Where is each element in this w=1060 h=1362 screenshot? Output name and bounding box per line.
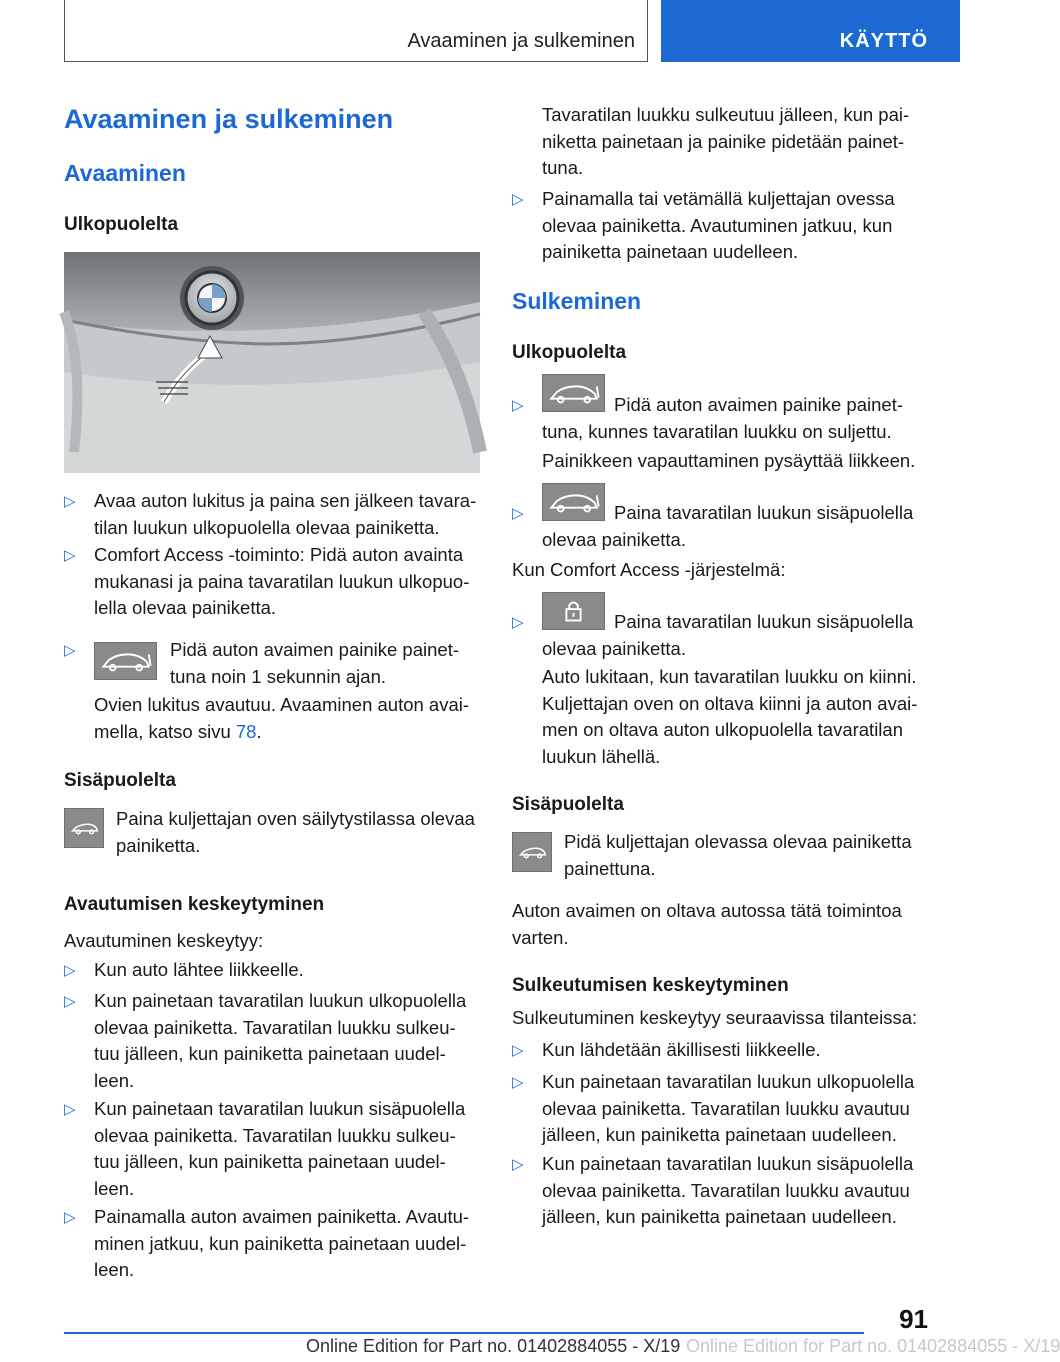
tailgate-illustration	[64, 252, 480, 473]
inner-button-instruction: Paina tavaratilan luukun sisäpuolella olevaa painiketta.	[542, 502, 914, 550]
inside-instruction: Paina kuljettajan oven säilytystilassa olevaa painiketta.	[116, 808, 475, 856]
chapter-title: Avaaminen ja sulkeminen	[407, 30, 635, 52]
car-key-tailgate-icon	[94, 642, 157, 680]
header-chapter-box	[64, 0, 648, 62]
list-item	[512, 500, 542, 528]
list-item: ▷ Kun lähdetään äkillisesti liikkeelle.	[512, 1037, 928, 1065]
page-number: 91	[899, 1304, 928, 1334]
heading-outside-closing: Ulkopuolelta	[512, 342, 627, 363]
section-label: KÄYTTÖ	[839, 30, 928, 52]
list-item: ▷ Painamalla tai vetämällä kuljettajan ovessa olevaa painiketta. Avautuminen jatkuu, kun painiketta painetaan uudelleen.	[512, 188, 895, 262]
triangle-bullet-icon: ▷	[64, 1209, 76, 1226]
triangle-bullet-icon: ▷	[64, 547, 76, 564]
triangle-bullet-icon: ▷	[64, 962, 76, 979]
heading-interrupt: Avautumisen keskeytyminen	[64, 894, 325, 915]
key-hold-close-instruction: Pidä auton avaimen painike painet-tuna, kunnes tavaratilan luukku on suljettu.	[542, 394, 903, 442]
list-item: ▷ Comfort Access -toiminto: Pidä auton avainta mukanasi ja paina tavaratilan luukun ulkopuo-lella olevaa painiketta.	[64, 544, 470, 618]
heading-outside: Ulkopuolelta	[64, 214, 179, 235]
triangle-bullet-icon: ▷	[512, 191, 524, 208]
page-title: Avaaminen ja sulkeminen	[64, 104, 394, 134]
key-hold-instruction: Pidä auton avaimen painike painet-tuna noin 1 sekunnin ajan.	[170, 639, 459, 687]
footer-edition: Online Edition for Part no. 01402884055 - X/19	[306, 1336, 681, 1356]
footer-divider	[64, 1332, 864, 1334]
lock-note: Auto lukitaan, kun tavaratilan luukku on kiinni. Kuljettajan oven on oltava kiinni ja auton avai-men on oltava auton ulkopuolella tavaratilan luukun lähellä.	[542, 666, 918, 767]
triangle-bullet-icon: ▷	[64, 642, 76, 659]
list-item: ▷ Kun painetaan tavaratilan luukun ulkopuolella olevaa painiketta. Tavaratilan luukku avautuu jälleen, kun painiketta painetaan uudelleen.	[512, 1071, 915, 1145]
list-item	[512, 609, 542, 637]
triangle-bullet-icon: ▷	[64, 1101, 76, 1118]
triangle-bullet-icon: ▷	[512, 1042, 524, 1059]
tailgate-button-icon	[512, 832, 552, 872]
footer-watermark: Online Edition for Part no. 01402884055 - X/19	[686, 1336, 1060, 1356]
list-item: ▷ Painamalla auton avaimen painiketta. Avautu-minen jatkuu, kun painiketta painetaan uudel-leen.	[64, 1206, 470, 1280]
list-item: ▷ Kun painetaan tavaratilan luukun ulkopuolella olevaa painiketta. Tavaratilan luukku sulkeu-tuu jälleen, kun painiketta painetaan uudel-leen.	[64, 990, 467, 1091]
page-reference-link[interactable]: 78	[235, 720, 257, 742]
header-section-tab	[661, 0, 960, 62]
list-item: ▷ Avaa auton lukitus ja paina sen jälkeen tavara-tilan luukun ulkopuolella olevaa painiketta.	[64, 490, 477, 538]
list-item: ▷ Kun painetaan tavaratilan luukun sisäpuolella olevaa painiketta. Tavaratilan luukku sulkeu-tuu jälleen, kun painiketta painetaan uudel-leen.	[64, 1098, 466, 1199]
triangle-bullet-icon: ▷	[64, 993, 76, 1010]
lock-button-instruction: Paina tavaratilan luukun sisäpuolella olevaa painiketta.	[542, 611, 914, 659]
release-note: Painikkeen vapauttaminen pysäyttää liikkeen.	[542, 450, 916, 471]
triangle-bullet-icon: ▷	[512, 1074, 524, 1091]
heading-inside: Sisäpuolelta	[64, 770, 176, 791]
heading-close-interrupt: Sulkeutumisen keskeytyminen	[512, 975, 789, 996]
comfort-access-intro: Kun Comfort Access -järjestelmä:	[512, 559, 786, 580]
heading-closing: Sulkeminen	[512, 288, 642, 314]
triangle-bullet-icon: ▷	[512, 505, 524, 522]
tailgate-button-icon	[64, 808, 104, 848]
close-interrupt-intro: Sulkeutuminen keskeytyy seuraavissa tilanteissa:	[512, 1007, 918, 1028]
tailgate-photo	[64, 252, 480, 473]
heading-opening: Avaaminen	[64, 160, 186, 186]
triangle-bullet-icon: ▷	[512, 1156, 524, 1173]
interrupt-intro: Avautuminen keskeytyy:	[64, 930, 264, 951]
unlock-note: Ovien lukitus avautuu. Avaaminen auton avai-mella, katso sivu 78.	[94, 694, 470, 742]
list-item: ▷ Kun auto lähtee liikkeelle.	[64, 957, 480, 985]
inside-close-instruction: Pidä kuljettajan olevassa olevaa painiketta painettuna.	[564, 831, 912, 879]
list-item	[512, 392, 542, 420]
continuation-text: Tavaratilan luukku sulkeutuu jälleen, kun pai-niketta painetaan ja painike pidetään painet-tuna.	[542, 104, 910, 178]
triangle-bullet-icon: ▷	[512, 397, 524, 414]
key-inside-note: Auton avaimen on oltava autossa tätä toimintoa varten.	[512, 900, 902, 948]
list-item: ▷ Kun painetaan tavaratilan luukun sisäpuolella olevaa painiketta. Tavaratilan luukku avautuu jälleen, kun painiketta painetaan uudelleen.	[512, 1153, 914, 1227]
triangle-bullet-icon: ▷	[64, 493, 76, 510]
heading-inside-closing: Sisäpuolelta	[512, 794, 624, 815]
triangle-bullet-icon: ▷	[512, 614, 524, 631]
